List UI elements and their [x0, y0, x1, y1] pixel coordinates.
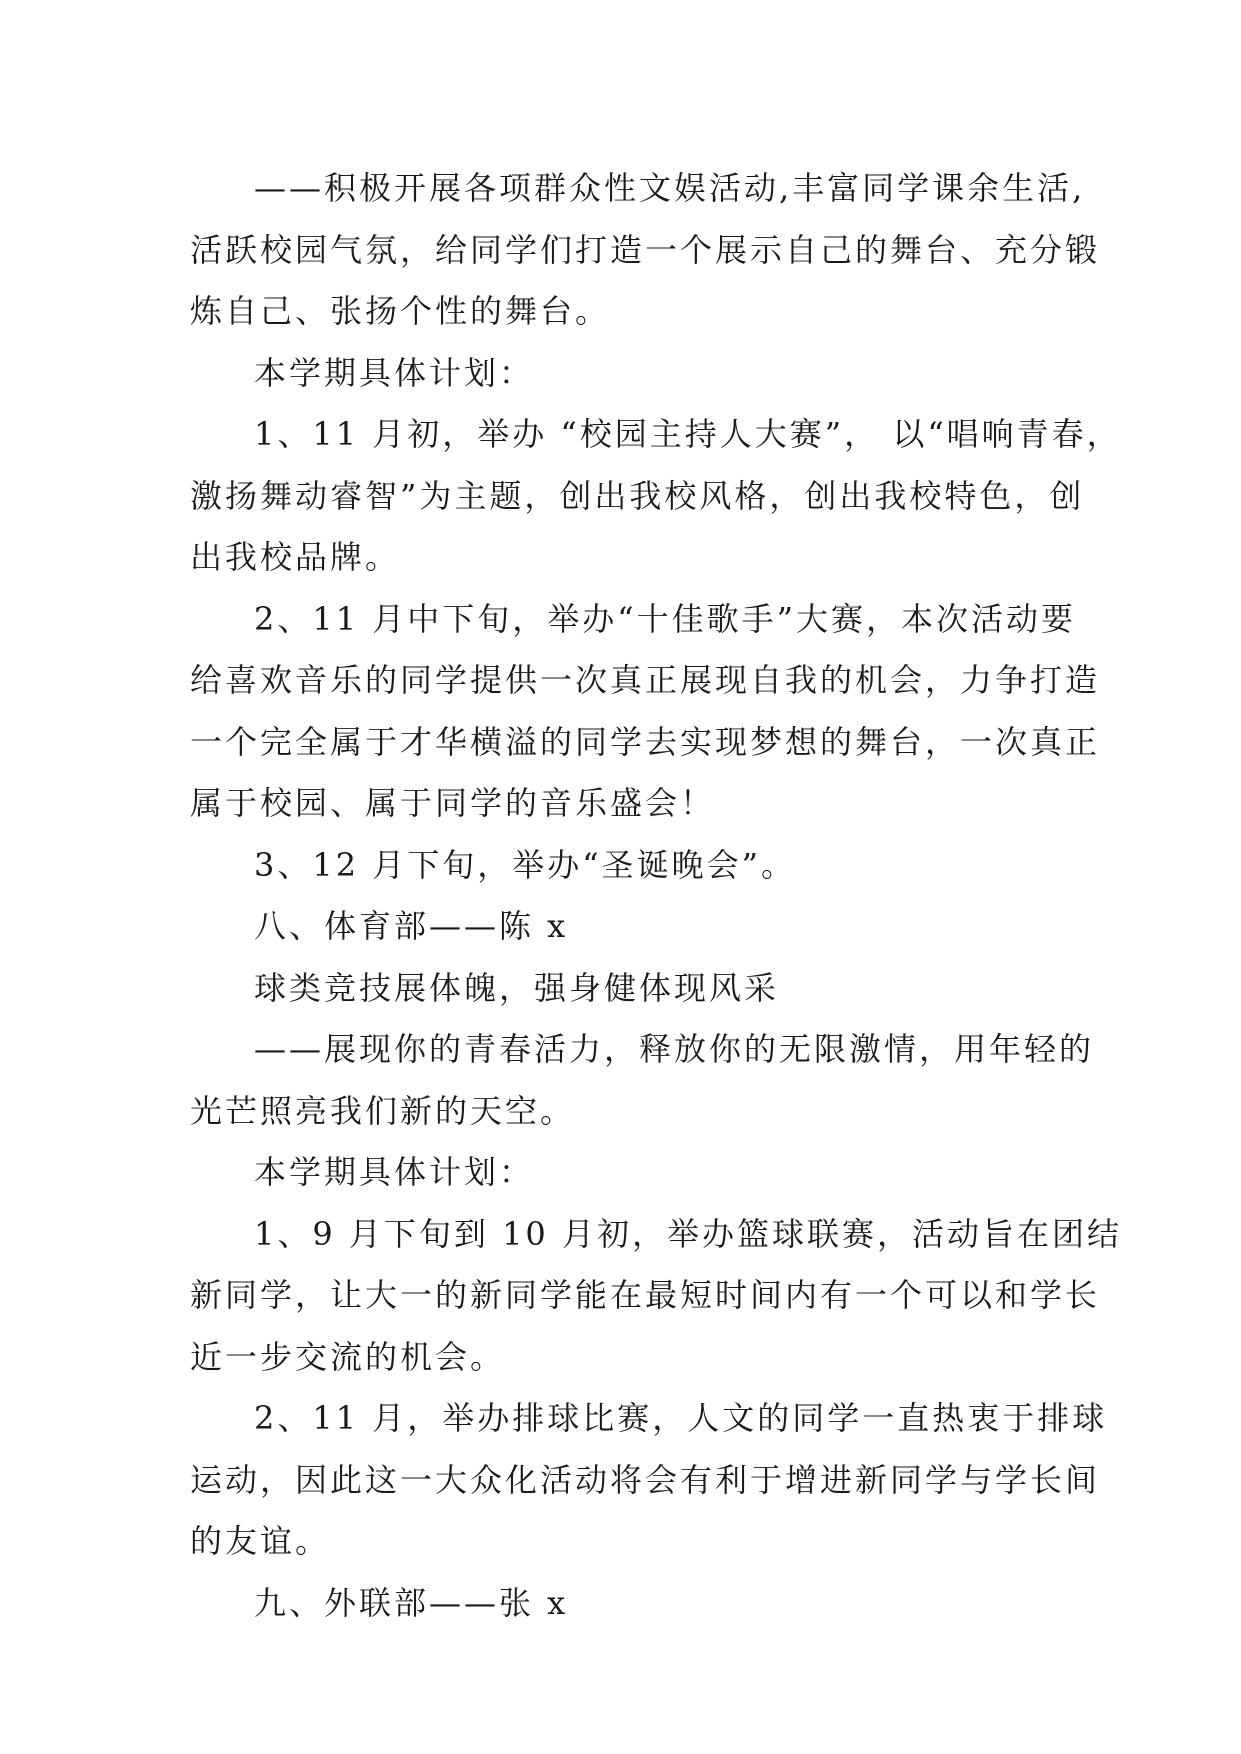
- text-line: 活跃校园气氛，给同学们打造一个展示自己的舞台、充分锻: [190, 230, 1101, 269]
- section-heading: 八、体育部——陈 x: [254, 907, 569, 945]
- text-line: 1、9 月下旬到 10 月初，举办篮球联赛，活动旨在团结: [254, 1214, 1122, 1253]
- document-body: [190, 158, 1122, 1634]
- text-line: ——积极开展各项群众性文娱活动,丰富同学课余生活,: [254, 169, 1086, 207]
- text-line: 光芒照亮我们新的天空。: [190, 1091, 576, 1130]
- text-line: 的友谊。: [190, 1522, 331, 1560]
- section-heading: 本学期具体计划：: [254, 353, 535, 392]
- text-line: 一个完全属于才华横溢的同学去实现梦想的舞台，一次真正: [190, 722, 1101, 761]
- text-line: 属于校园、属于同学的音乐盛会！: [190, 784, 716, 822]
- section-heading: 本学期具体计划：: [254, 1153, 535, 1191]
- text-line: 给喜欢音乐的同学提供一次真正展现自我的机会，力争打造: [190, 661, 1101, 699]
- text-line: 3、12 月下旬，举办“圣诞晚会”。: [254, 845, 796, 884]
- text-line: 1、11 月初，举办 “校园主持人大赛”， 以“唱响青春，: [254, 415, 1122, 453]
- slogan-line: 球类竞技展体魄，强身健体现风采: [254, 968, 780, 1007]
- section-heading: 九、外联部——张 x: [254, 1583, 569, 1622]
- text-line: 新同学，让大一的新同学能在最短时间内有一个可以和学长: [190, 1276, 1101, 1314]
- text-line: ——展现你的青春活力，释放你的无限激情，用年轻的: [254, 1030, 1095, 1068]
- text-line: 激扬舞动睿智”为主题，创出我校风格，创出我校特色，创: [190, 476, 1085, 515]
- text-line: 近一步交流的机会。: [190, 1337, 506, 1376]
- text-line: 2、11 月，举办排球比赛，人文的同学一直热衷于排球: [254, 1399, 1108, 1437]
- text-line: 炼自己、张扬个性的舞台。: [190, 292, 611, 330]
- text-line: 2、11 月中下旬，举办“十佳歌手”大赛，本次活动要: [254, 599, 1076, 638]
- text-line: 出我校品牌。: [190, 538, 401, 576]
- text-line: 运动，因此这一大众化活动将会有利于增进新同学与学长间: [190, 1460, 1101, 1499]
